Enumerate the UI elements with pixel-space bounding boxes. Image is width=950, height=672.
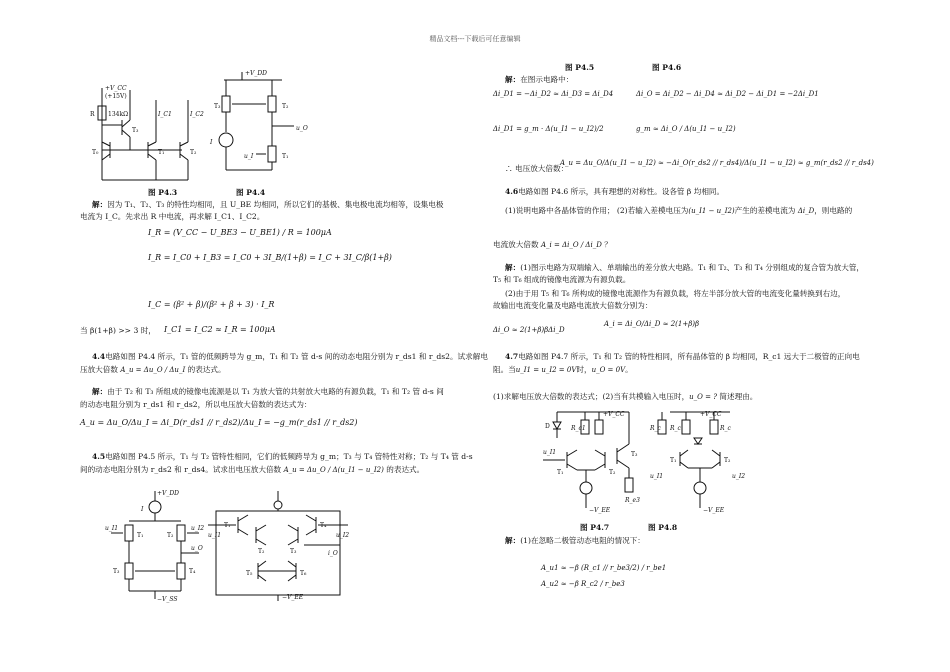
question-46-line1: 4.6电路如图 P4.6 所示，具有理想的对称性。设各管 β 均相同。 — [505, 187, 725, 196]
svg-text:u_I1: u_I1 — [105, 525, 119, 532]
svg-text:T₁: T₁ — [670, 457, 677, 464]
question-46-line3: 电流放大倍数 A_i = Δi_O / Δi_D ？ — [493, 240, 612, 249]
svg-text:i_O: i_O — [328, 550, 338, 557]
svg-text:R_c: R_c — [670, 425, 681, 432]
svg-text:−V_EE: −V_EE — [282, 594, 304, 601]
equation-43-3: I_C = (β² + β)/(β² + β + 3) · I_R — [148, 300, 275, 309]
svg-text:u_I2: u_I2 — [191, 525, 205, 532]
equation-45-1: Δi_D1 = −Δi_D2 ≈ Δi_D3 = Δi_D4 — [493, 90, 614, 98]
svg-text:T₂: T₂ — [258, 548, 265, 555]
svg-text:+V_CC: +V_CC — [603, 411, 625, 418]
solution-46-line1: 解：(1)图示电路为双端输入、单端输出的差分放大电路。T₁ 和 T₂、T₃ 和 T₄ 分别组成的复合管为放大管， — [505, 263, 865, 272]
svg-text:R_c: R_c — [720, 425, 731, 432]
figure-label-p48: 图 P4.8 — [648, 523, 678, 532]
solution-46-line2: T₅ 和 T₆ 组成的镜像电流源为有源负载。 — [493, 275, 631, 284]
svg-text:T₁: T₁ — [158, 149, 165, 156]
svg-text:T₄: T₄ — [189, 568, 196, 575]
svg-text:I: I — [210, 139, 213, 146]
figure-p45-circuit — [105, 487, 205, 602]
svg-text:T₂: T₂ — [609, 469, 616, 476]
equation-47-1: A_u1 ≈ −β (R_c1 // r_be3/2) / r_be1 — [541, 564, 667, 572]
question-44-line2: 压放大倍数 A_u = Δu_O / Δu_I 的表达式。 — [80, 365, 226, 374]
figure-label-p43: 图 P4.3 — [148, 188, 178, 197]
svg-text:u_O: u_O — [191, 545, 203, 552]
page-header: 精品文档---下载后可任意编辑 — [429, 35, 521, 43]
svg-text:T₃: T₃ — [132, 127, 139, 134]
equation-45-5: A_u = Δu_O/Δ(u_I1 − u_I2) ≈ −Δi_O(r_ds2 // r_ds4)/Δ(u_I1 − u_I2) ≈ g_m(r_ds2 // r_ds4) — [560, 159, 874, 167]
svg-text:T₁: T₁ — [137, 532, 144, 539]
svg-text:T₃: T₃ — [290, 548, 297, 555]
figure-p44-circuit — [212, 66, 307, 186]
svg-text:T₂: T₂ — [282, 103, 289, 110]
svg-text:+V_DD: +V_DD — [245, 70, 267, 77]
svg-text:+V_CC: +V_CC — [105, 85, 127, 92]
figure-p43-circuit — [92, 80, 202, 190]
question-46-line2: (1)说明电路中各晶体管的作用； (2)若输入差模电压为(u_I1 − u_I2)产生的差模电流为 Δi_D，则电路的 — [505, 206, 853, 215]
equation-47-2: A_u2 ≈ −β R_c2 / r_be3 — [541, 580, 625, 588]
solution-46-line3: (2)由于用 T₅ 和 T₆ 所构成的镜像电流源作为有源负载，将左半部分放大管的电流变化量转换到右边， — [505, 289, 846, 298]
svg-text:D: D — [545, 423, 550, 430]
svg-text:u_I1: u_I1 — [208, 532, 222, 539]
solution-43-line2: 电流为 I_C。先求出 R 中电流，再求解 I_C1、I_C2。 — [80, 212, 265, 221]
solution-43-line1: 解：因为 T₁、T₂、T₃ 的特性均相同，且 U_BE 均相同，所以它们的基极、集电极电流均相等，设集电极 — [92, 200, 444, 209]
svg-text:T₃: T₃ — [113, 568, 120, 575]
svg-text:T₁: T₁ — [224, 522, 231, 529]
equation-46-2: A_i = Δi_O/Δi_D ≈ 2(1+β)β — [604, 320, 700, 328]
svg-text:T₁: T₁ — [282, 153, 289, 160]
equation-43-condition: 当 β(1+β) >> 3 时， — [80, 326, 156, 335]
svg-text:−V_EE: −V_EE — [589, 507, 611, 514]
solution-46-line4: 故输出电流变化量及电路电流放大倍数分别为： — [493, 301, 653, 310]
svg-text:T₃: T₃ — [631, 451, 638, 458]
question-47-line1: 4.7电路如图 P4.7 所示，T₁ 和 T₂ 管的特性相同，所有晶体管的 β 均相同，R_c1 远大于二极管的正向电 — [505, 352, 860, 361]
question-47-line2: 阻。当u_I1 = u_I2 = 0V时，u_O = 0V。 — [493, 365, 633, 374]
svg-text:T₃: T₃ — [214, 103, 221, 110]
figure-label-p45: 图 P4.5 — [565, 63, 595, 72]
equation-43-1: I_R = (V_CC − U_BE3 − U_BE1) / R = 100μA — [148, 228, 332, 237]
svg-text:T₂: T₂ — [724, 457, 731, 464]
figure-label-p46: 图 P4.6 — [652, 63, 682, 72]
solution-44-line1: 解：由于 T₂ 和 T₃ 所组成的镜像电流源是以 T₁ 为放大管的共射放大电路的有源负载，T₁ 和 T₂ 管 d-s 间 — [92, 387, 444, 396]
svg-text:u_I1: u_I1 — [650, 473, 664, 480]
svg-text:I_C1: I_C1 — [158, 111, 172, 118]
solution-45-line1: 解：在图示电路中： — [505, 75, 574, 84]
equation-44: A_u = Δu_O/Δu_I = Δi_D(r_ds1 // r_ds2)/Δu_I = −g_m(r_ds1 // r_ds2) — [80, 418, 358, 427]
question-47-line3: (1)求解电压放大倍数的表达式；(2)当有共模输入电压时，u_O = ? 简述理由。 — [493, 392, 758, 401]
svg-text:134kΩ: 134kΩ — [108, 111, 129, 118]
svg-text:+V_DD: +V_DD — [157, 490, 179, 497]
svg-text:T₂: T₂ — [190, 149, 197, 156]
solution-47-line1: 解：(1)在忽略二极管动态电阻的情况下： — [505, 536, 645, 545]
svg-text:T₅: T₅ — [246, 570, 253, 577]
figure-p48-circuit — [650, 408, 750, 518]
question-45-line2: 间的动态电阻分别为 r_ds2 和 r_ds4。试求出电压放大倍数 A_u = Δu_O / Δ(u_I1 − u_I2) 的表达式。 — [80, 465, 425, 474]
equation-43-4: I_C1 = I_C2 ≈ I_R = 100μA — [164, 325, 276, 334]
svg-text:T₆: T₆ — [300, 570, 307, 577]
equation-45-3: Δi_D1 = g_m · Δ(u_I1 − u_I2)/2 — [493, 125, 604, 133]
equation-43-2: I_R = I_C0 + I_B3 = I_C0 + 3I_B/(1+β) = I_C + 3I_C/β(1+β) — [148, 253, 392, 262]
svg-text:T₁: T₁ — [557, 469, 564, 476]
question-45-line1: 4.5电路如图 P4.5 所示，T₁ 与 T₂ 管特性相同，它们的低频跨导为 g_m；T₃ 与 T₄ 管特性对称；T₂ 与 T₄ 管 d-s — [92, 452, 473, 461]
svg-text:I_C2: I_C2 — [190, 111, 204, 118]
svg-text:+V_CC: +V_CC — [700, 411, 722, 418]
svg-text:I: I — [141, 506, 144, 513]
equation-45-4: g_m ≈ Δi_O / Δ(u_I1 − u_I2) — [636, 125, 736, 133]
svg-text:T₂: T₂ — [167, 532, 174, 539]
figure-label-p47: 图 P4.7 — [580, 523, 610, 532]
svg-text:R: R — [90, 111, 95, 118]
equation-46-1: Δi_O ≈ 2(1+β)βΔi_D — [493, 326, 565, 334]
svg-text:u_I2: u_I2 — [336, 532, 350, 539]
svg-text:R_e3: R_e3 — [625, 497, 640, 504]
equation-45-2: Δi_O = Δi_D2 − Δi_D4 ≈ Δi_D2 − Δi_D1 = −2Δi_D1 — [636, 90, 819, 98]
solution-44-line2: 的动态电阻分别为 r_ds1 和 r_ds2，所以电压放大倍数的表达式为： — [80, 400, 312, 409]
question-44-line1: 4.4电路如图 P4.4 所示，T₁ 管的低频跨导为 g_m，T₁ 和 T₂ 管 d-s 间的动态电阻分别为 r_ds1 和 r_ds2。试求解电 — [92, 352, 488, 361]
equation-45-5-label: ∴ 电压放大倍数： — [505, 164, 569, 173]
svg-text:(+15V): (+15V) — [105, 93, 127, 100]
svg-text:−V_EE: −V_EE — [703, 507, 725, 514]
svg-text:u_O: u_O — [296, 125, 308, 132]
svg-text:u_I2: u_I2 — [732, 473, 746, 480]
svg-text:R_c: R_c — [650, 425, 661, 432]
svg-text:−V_SS: −V_SS — [157, 596, 178, 603]
svg-text:T₀: T₀ — [92, 149, 99, 156]
figure-label-p44: 图 P4.4 — [236, 188, 266, 197]
svg-text:R_c1: R_c1 — [571, 425, 586, 432]
svg-text:u_I: u_I — [244, 153, 254, 160]
svg-text:u_I1: u_I1 — [543, 449, 557, 456]
figure-p46-circuit — [208, 487, 353, 602]
svg-text:T₄: T₄ — [320, 522, 327, 529]
figure-p47-circuit — [543, 408, 638, 518]
